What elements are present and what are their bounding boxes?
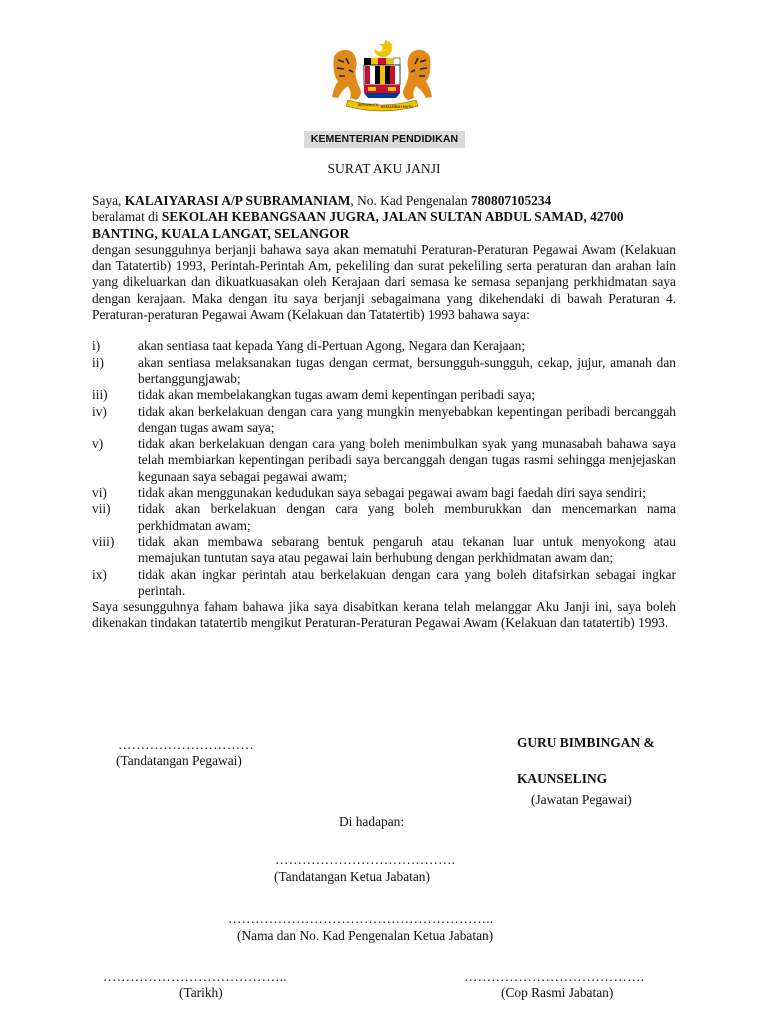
pledge-number: vi) [92,485,107,501]
pledge-item [92,404,676,437]
officer-signature-label: (Tandatangan Pegawai) [116,753,242,768]
officer-address: SEKOLAH KEBANGSAAN JUGRA, JALAN SULTAN ABDUL SAMAD, 42700 BANTING, KUALA LANGAT, SELANGOR [92,209,624,241]
pledge-text: tidak akan berkelakuan dengan cara yang boleh menimbulkan syak yang munasabah bahawa saya telah membiarkan kepentingan peribadi saya bercanggah dengan tugas rasmi sehingga menjejaskan kegunaan saya sebagai pegawai awam; [138,436,676,484]
pledge-number: v) [92,436,104,452]
pledge-number: iv) [92,403,107,419]
pledge-text: tidak akan berkelakuan dengan cara yang mungkin menyebabkan kepentingan peribadi bercanggah dengan tugas awam saya; [138,403,676,435]
document-title: SURAT AKU JANJI [327,161,441,176]
di-hadapan-label: Di hadapan: [339,814,405,829]
officer-signature-dots: ………………………… [118,737,254,752]
position-title-line2: KAUNSELING [517,771,608,786]
pledge-number: viii) [92,533,115,549]
pledge-item [92,355,676,388]
pledge-item [92,338,676,354]
pledge-list [92,338,676,599]
pledge-text: tidak akan membelakangkan tugas awam demi kepentingan peribadi saya; [138,387,536,403]
pledge-text: tidak akan ingkar perintah atau berkelakuan dengan cara yang boleh ditafsirkan sebagai ingkar perintah. [138,566,676,598]
pledge-item [92,501,676,534]
crest-motto-right: BERTAMBAH MUTU [381,105,413,109]
pledge-item [92,436,676,485]
intro-declaration [92,193,676,209]
pledge-text: akan sentiasa taat kepada Yang di-Pertuan Agong, Negara dan Kerajaan; [138,338,526,354]
address-label: beralamat di [92,209,162,225]
head-signature-dots: …………………………………. [275,852,456,867]
pledge-text: tidak akan menggunakan kedudukan saya sebagai pegawai awam bagi faedah diri saya sendiri; [138,485,646,501]
head-name-dots: ………………………………………………….. [228,911,494,926]
stamp-label: (Cop Rasmi Jabatan) [501,985,614,1000]
pledge-item [92,485,676,501]
pledge-text: tidak akan membawa sebarang bentuk pengaruh atau tekanan luar untuk menyokong atau memajukan tuntutan saya atau pegawai lain berhubung dengan perkhidmatan awam dan; [138,533,676,566]
officer-name: KALAIYARASI A/P SUBRAMANIAM [124,193,351,208]
closing-paragraph: Saya sesungguhnya faham bahawa jika saya disabitkan kerana telah melanggar Aku Janji ini, saya boleh dikenakan tindakan tatatertib mengikut Peraturan-Peraturan Pegawai Awam (Kelakuan dan tatatertib) 1993. [92,599,676,631]
crest-motto-left: BERSEKUTU [358,103,379,107]
pledge-text: akan sentiasa melaksanakan tugas dengan cermat, bersungguh-sungguh, cekap, jujur, amanah dan bertanggungjawab; [138,354,676,386]
position-title-line1: GURU BIMBINGAN & [517,735,655,750]
stamp-dots: …………………………………. [464,969,645,984]
pledge-item [92,534,676,567]
head-name-label: (Nama dan No. Kad Pengenalan Ketua Jabatan) [237,928,494,943]
ic-label: , No. Kad Pengenalan [350,193,471,208]
pledge-number: ii) [92,354,104,370]
pledge-number: ix) [92,566,107,582]
pledge-number: vii) [92,501,111,517]
position-label: (Jawatan Pegawai) [531,792,632,807]
coat-of-arms-logo [328,36,436,112]
ministry-banner: KEMENTERIAN PENDIDIKAN [304,131,465,148]
head-signature-label: (Tandatangan Ketua Jabatan) [274,869,430,884]
pledge-number: i) [92,338,101,354]
intro-saya: Saya, [92,193,125,208]
date-label: (Tarikh) [179,985,223,1000]
intro-paragraph: dengan sesungguhnya berjanji bahawa saya akan mematuhi Peraturan-Peraturan Pegawai Awam (Kelakuan dan Tatatertib) 1993, Perintah-Perintah Am, pekeliling dan surat pekeliling serta peraturan dan arahan lain yang dikeluarkan dan dikuatkuasakan oleh Kerajaan dari semasa ke semasa sepanjang perkhidmatan saya dengan kerajaan. Maka dengan itu saya berjanji sebagaimana yang dikehendaki di bawah Peraturan 4. Peraturan-peraturan Pegawai Awam (Kelakuan dan Tatatertib) 1993 bahawa saya: [92,241,676,323]
date-dots: ………………………………….. [103,969,287,984]
ic-number: 780807105234 [470,193,552,208]
pledge-text: tidak akan berkelakuan dengan cara yang boleh memburukkan dan mencemarkan nama perkhidmatan awam; [138,501,676,533]
address-line [92,209,676,242]
pledge-item [92,567,676,600]
document-body [92,193,676,632]
pledge-item [92,387,676,403]
pledge-number: iii) [92,387,108,403]
